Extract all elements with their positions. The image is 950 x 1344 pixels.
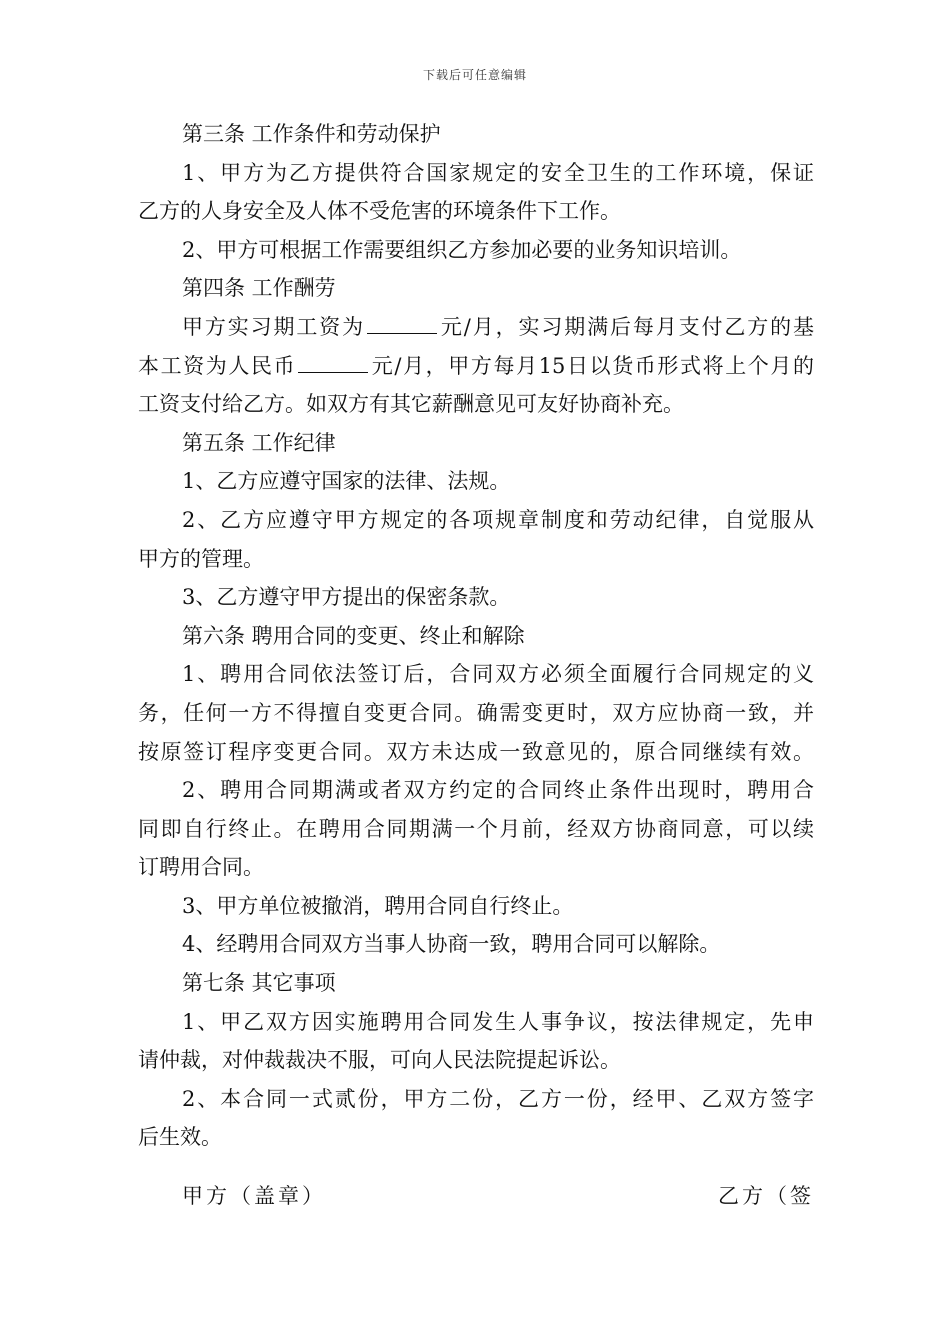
article-7-item-2-line-1: 2、本合同一式贰份，甲方二份，乙方一份，经甲、乙双方签字 bbox=[182, 1086, 814, 1111]
article-3-item-1-line-1: 1、甲方为乙方提供符合国家规定的安全卫生的工作环境，保证 bbox=[182, 160, 814, 185]
article-6-item-4: 4、经聘用合同双方当事人协商一致，聘用合同可以解除。 bbox=[182, 932, 721, 957]
article-5-item-2-line-1: 2、乙方应遵守甲方规定的各项规章制度和劳动纪律，自觉服从 bbox=[182, 507, 814, 532]
article-4-line-1 bbox=[138, 308, 814, 347]
article-3-heading: 第三条 工作条件和劳动保护 bbox=[182, 122, 441, 146]
article-4-line-3: 工资支付给乙方。如双方有其它薪酬意见可友好协商补充。 bbox=[138, 392, 684, 417]
base-salary-blank[interactable] bbox=[298, 348, 368, 373]
article-6-item-1-line-2: 务，任何一方不得擅自变更合同。确需变更时，双方应协商一致，并 bbox=[138, 700, 814, 725]
page-header-note: 下载后可任意编辑 bbox=[422, 68, 527, 82]
base-salary-label: 本工资为人民币 bbox=[138, 353, 297, 378]
article-6-item-2-line-1: 2、聘用合同期满或者双方约定的合同终止条件出现时，聘用合 bbox=[182, 778, 814, 803]
party-a-seal-label: 甲方（盖章） bbox=[182, 1184, 326, 1208]
intern-salary-rest: 元/月，实习期满后每月支付乙方的基 bbox=[439, 314, 814, 339]
article-4-line-2 bbox=[138, 347, 814, 386]
article-6-item-1-line-3: 按原签订程序变更合同。双方未达成一致意见的，原合同继续有效。 bbox=[138, 739, 814, 764]
article-3-item-1-line-2: 乙方的人身安全及人体不受危害的环境条件下工作。 bbox=[138, 199, 621, 224]
contract-body bbox=[138, 115, 814, 1157]
intern-salary-blank[interactable] bbox=[367, 309, 437, 334]
article-7-item-1-line-2: 请仲裁，对仲裁裁决不服，可向人民法院提起诉讼。 bbox=[138, 1048, 621, 1073]
article-4-heading: 第四条 工作酬劳 bbox=[182, 276, 336, 301]
article-7-heading: 第七条 其它事项 bbox=[182, 971, 336, 996]
article-5-item-2-line-2: 甲方的管理。 bbox=[138, 546, 264, 571]
article-6-heading: 第六条 聘用合同的变更、终止和解除 bbox=[182, 623, 525, 648]
party-b-sign-label: 乙方（签 bbox=[718, 1184, 814, 1208]
article-5-heading: 第五条 工作纪律 bbox=[182, 430, 336, 455]
intern-salary-label: 甲方实习期工资为 bbox=[182, 314, 366, 339]
article-3-item-2: 2、甲方可根据工作需要组织乙方参加必要的业务知识培训。 bbox=[182, 237, 742, 262]
article-6-item-3: 3、甲方单位被撤消，聘用合同自行终止。 bbox=[182, 893, 574, 918]
article-5-item-3: 3、乙方遵守甲方提出的保密条款。 bbox=[182, 585, 511, 610]
signature-row bbox=[138, 1176, 814, 1216]
article-6-item-2-line-2: 同即自行终止。在聘用合同期满一个月前，经双方协商同意，可以续 bbox=[138, 816, 814, 841]
article-6-item-1-line-1: 1、聘用合同依法签订后，合同双方必须全面履行合同规定的义 bbox=[182, 662, 814, 687]
article-5-item-1: 1、乙方应遵守国家的法律、法规。 bbox=[182, 469, 511, 494]
article-7-item-1-line-1: 1、甲乙双方因实施聘用合同发生人事争议，按法律规定，先申 bbox=[182, 1009, 814, 1034]
article-7-item-2-line-2: 后生效。 bbox=[138, 1125, 222, 1150]
base-salary-rest: 元/月，甲方每月15日以货币形式将上个月的 bbox=[370, 353, 814, 378]
article-6-item-2-line-3: 订聘用合同。 bbox=[138, 855, 264, 880]
